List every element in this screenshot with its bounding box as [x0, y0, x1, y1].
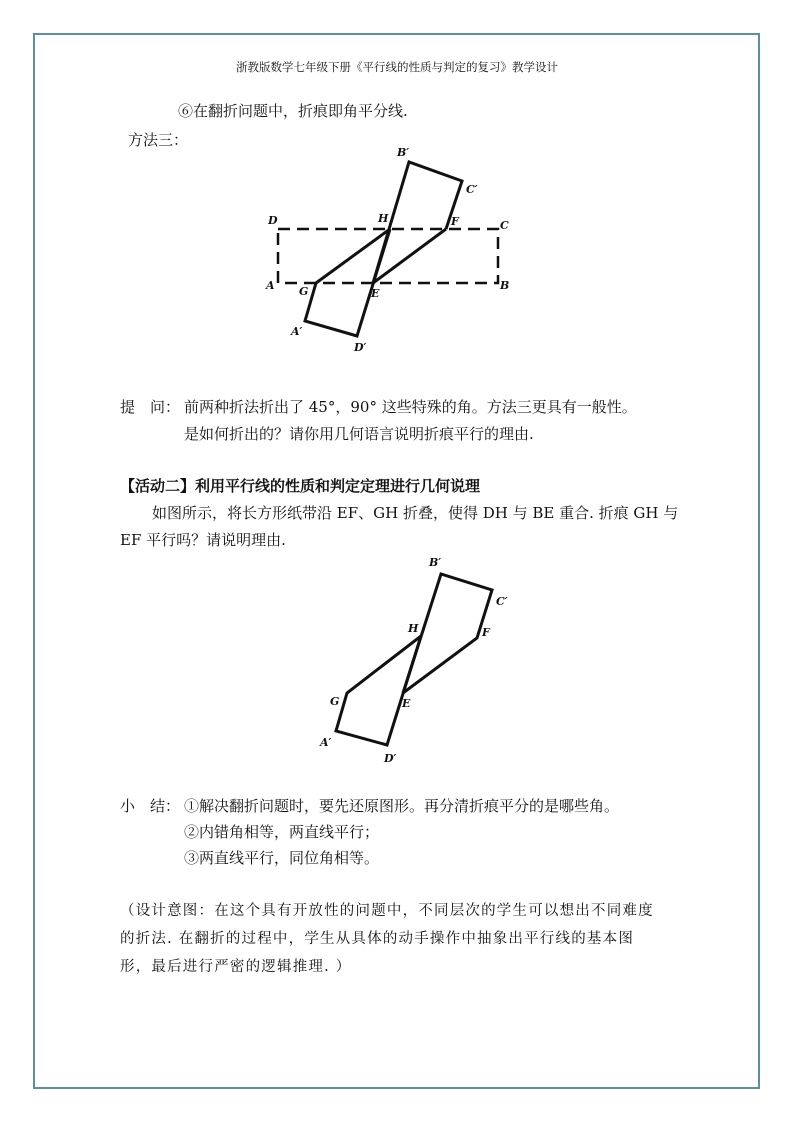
label-c-prime: C′ — [496, 595, 508, 608]
question-line-2: 是如何折出的？请你用几何语言说明折痕平行的理由. — [184, 425, 534, 443]
label-d-prime: D′ — [384, 752, 397, 765]
folding-figure-method3 — [260, 140, 520, 360]
item-6-text: ⑥在翻折问题中，折痕即角平分线. — [178, 102, 408, 120]
page-header: 浙教版数学七年级下册《平行线的性质与判定的复习》教学设计 — [236, 60, 558, 74]
fold-line-ef — [373, 229, 446, 283]
label-e: E — [402, 697, 411, 710]
label-e: E — [371, 287, 380, 300]
label-d: D — [268, 214, 278, 227]
summary-item-2: ②内错角相等，两直线平行； — [184, 823, 380, 841]
label-a-prime: A′ — [320, 736, 332, 749]
label-b-prime: B′ — [397, 146, 410, 159]
summary-item-3: ③两直线平行，同位角相等。 — [184, 849, 380, 867]
folding-figure-activity2 — [315, 550, 515, 770]
label-f: F — [482, 626, 490, 639]
label-d-prime: D′ — [354, 341, 367, 354]
summary-item-1: ①解决翻折问题时，要先还原图形。再分清折痕平分的是哪些角。 — [184, 797, 620, 815]
label-b: B — [500, 279, 510, 292]
question-line-1: 前两种折法折出了 45°，90° 这些特殊的角。方法三更具有一般性。 — [184, 398, 637, 416]
method-3-label: 方法三： — [128, 131, 189, 149]
summary-label: 小 结： — [120, 797, 181, 815]
label-c: C — [500, 219, 509, 232]
question-label: 提 问： — [120, 398, 181, 416]
label-h: H — [378, 212, 389, 225]
label-a-prime: A′ — [291, 325, 303, 338]
label-c-prime: C′ — [466, 183, 478, 196]
label-f: F — [451, 215, 459, 228]
activity-2-heading: 【活动二】利用平行线的性质和判定定理进行几何说理 — [120, 477, 481, 495]
activity-2-line-2: EF 平行吗？请说明理由. — [120, 531, 286, 549]
design-intent-line-2: 的折法. 在翻折的过程中，学生从具体的动手操作中抽象出平行线的基本图 — [120, 931, 635, 947]
fold-line-gh — [316, 229, 390, 283]
label-g: G — [330, 695, 340, 708]
label-g: G — [299, 285, 309, 298]
label-a: A — [266, 279, 275, 292]
activity-2-line-1: 如图所示，将长方形纸带沿 EF、GH 折叠，使得 DH 与 BE 重合. 折痕 GH 与 — [152, 504, 679, 522]
design-intent-line-3: 形，最后进行严密的逻辑推理. ） — [120, 959, 352, 975]
label-b-prime: B′ — [429, 556, 442, 569]
design-intent-line-1: （设计意图：在这个具有开放性的问题中，不同层次的学生可以想出不同难度 — [120, 903, 654, 919]
label-h: H — [408, 622, 419, 635]
